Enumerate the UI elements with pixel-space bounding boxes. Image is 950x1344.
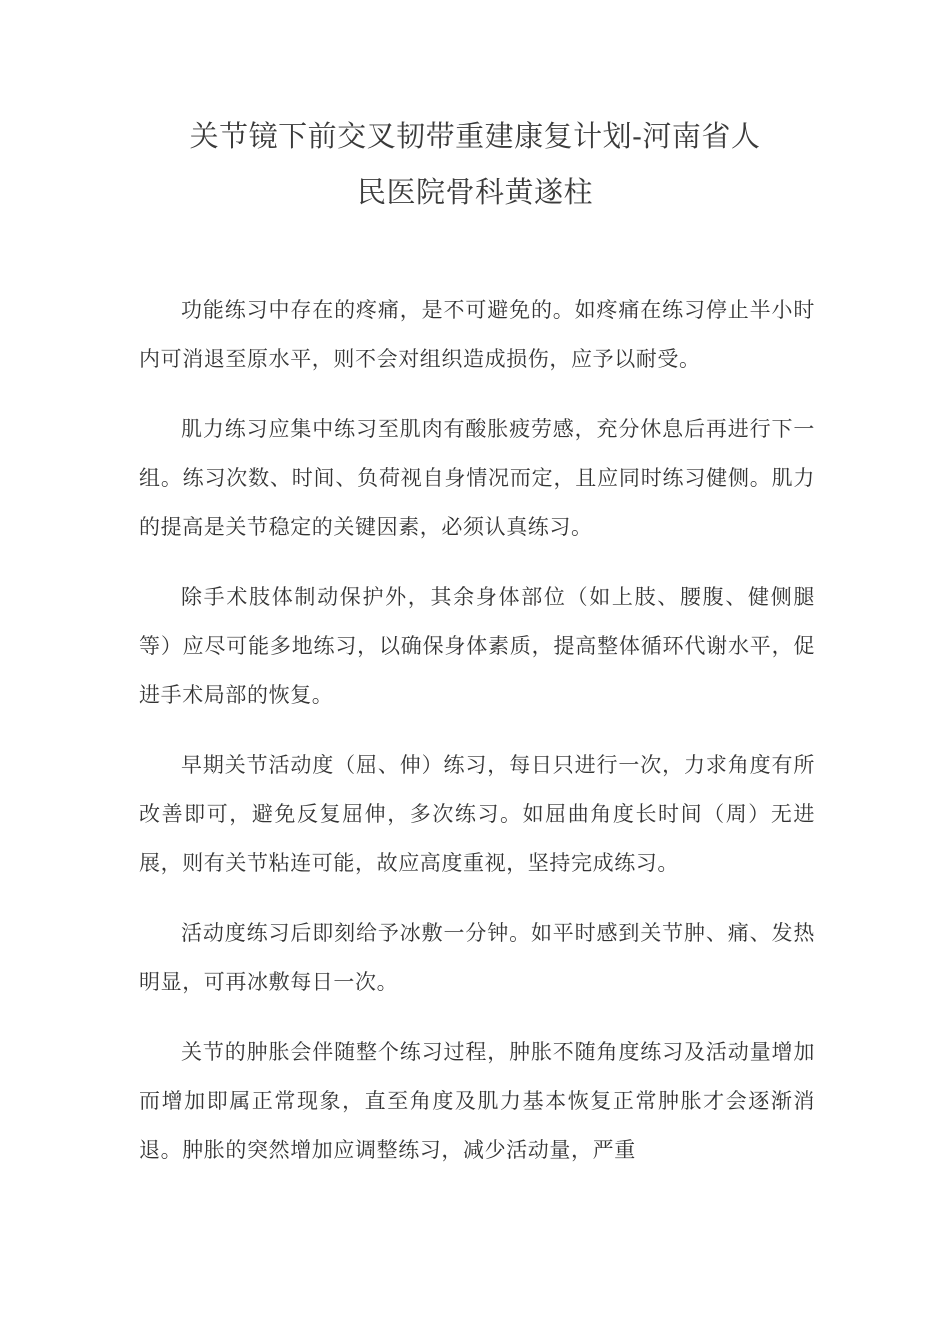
document-body [139, 286, 815, 1196]
paragraph-ice-compress: 活动度练习后即刻给予冰敷一分钟。如平时感到关节肿、痛、发热明显，可再冰敷每日一次。 [139, 921, 815, 994]
document-title [130, 108, 820, 220]
title-line-1: 关节镜下前交叉韧带重建康复计划-河南省人 [189, 119, 761, 153]
paragraph-whole-body-exercise: 除手术肢体制动保护外，其余身体部位（如上肢、腰腹、健侧腿等）应尽可能多地练习，以确保身体素质，提高整体循环代谢水平，促进手术局部的恢复。 [139, 585, 815, 707]
paragraph-swelling: 关节的肿胀会伴随整个练习过程，肿胀不随角度练习及活动量增加而增加即属正常现象，直至角度及肌力基本恢复正常肿胀才会逐渐消退。肿胀的突然增加应调整练习，减少活动量，严重 [139, 1040, 815, 1162]
paragraph-range-of-motion: 早期关节活动度（屈、伸）练习，每日只进行一次，力求角度有所改善即可，避免反复屈伸，多次练习。如屈曲角度长时间（周）无进展，则有关节粘连可能，故应高度重视，坚持完成练习。 [139, 753, 815, 875]
title-line-2: 民医院骨科黄遂柱 [356, 175, 593, 209]
paragraph-strength-training: 肌力练习应集中练习至肌肉有酸胀疲劳感，充分休息后再进行下一组。练习次数、时间、负荷视自身情况而定，且应同时练习健侧。肌力的提高是关节稳定的关键因素，必须认真练习。 [139, 417, 815, 539]
paragraph-pain-tolerance: 功能练习中存在的疼痛，是不可避免的。如疼痛在练习停止半小时内可消退至原水平，则不会对组织造成损伤，应予以耐受。 [139, 298, 815, 371]
